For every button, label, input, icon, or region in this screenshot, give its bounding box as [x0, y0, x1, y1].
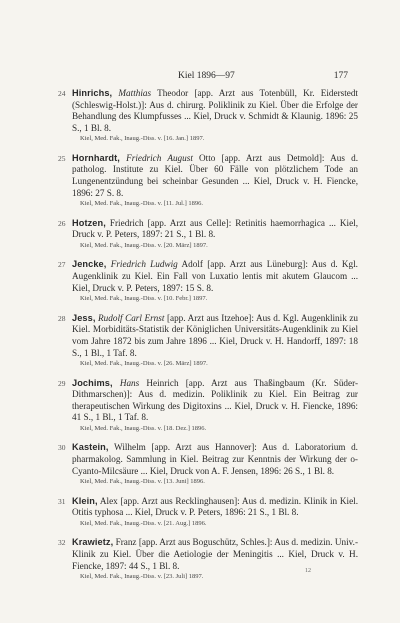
- list-item: [58, 378, 358, 433]
- author-given-name: Rudolf Carl Ernst: [98, 312, 165, 323]
- page-header: [72, 71, 348, 83]
- entry-number: 32: [58, 538, 66, 548]
- entry-text: [72, 259, 358, 294]
- entry-number: 24: [58, 89, 66, 98]
- author-surname: Kastein,: [72, 442, 109, 453]
- entry-text: [72, 88, 358, 134]
- list-item: [58, 442, 358, 486]
- page-number: 177: [333, 71, 348, 81]
- author-given-name: Friedrich August: [126, 152, 193, 163]
- dissertation-note: Kiel, Med. Fak., Inaug.-Diss. v. [10. Febr.] 1897.: [80, 295, 208, 303]
- entry-text: [72, 218, 358, 241]
- author-surname: Jencke,: [72, 259, 107, 270]
- dissertation-note: Kiel, Med. Fak., Inaug.-Diss. v. [16. Jan.] 1897.: [80, 135, 205, 143]
- list-item: [58, 313, 358, 368]
- list-item: [58, 537, 358, 581]
- entry-text: [72, 442, 358, 477]
- entry-description: Wilhelm [app. Arzt aus Hannover]: Aus d. Laboratorium d. pharmakolog. Sammlung in Kiel. Beitrag zur Kenntnis der Wirkung der o-Cyanto-Milcsäure ... Kiel, Druck von A. F. Jensen, 1896: 26 S., 1 Bl. 8.: [72, 442, 358, 476]
- author-surname: Krawietz,: [72, 537, 114, 548]
- entry-number: 28: [58, 313, 66, 323]
- author-given-name: Matthias: [118, 88, 152, 98]
- entry-text: [72, 496, 358, 519]
- entry-number: 29: [58, 378, 66, 388]
- author-surname: Hotzen,: [72, 217, 106, 228]
- entry-description: Adolf [app. Arzt aus Lüneburg]: Aus d. Kgl. Augenklinik zu Kiel. Ein Fall von Luxatio lentis mit akutem Glaucom ... Kiel, Druck v. P. Peters, 1897: 15 S. 8.: [72, 259, 358, 293]
- entry-number: 30: [58, 443, 66, 453]
- dissertation-note: Kiel, Med. Fak., Inaug.-Diss. v. [11. Jul.] 1896.: [80, 200, 204, 208]
- dissertation-note: Kiel, Med. Fak., Inaug.-Diss. v. [26. März] 1897.: [80, 360, 208, 368]
- entry-description: Otto [app. Arzt aus Detmold]: Aus d. patholog. Institute zu Kiel. Über 60 Fälle von plötzlichem Tode an Lungenentzündung bei scheinbar Gesunden ... Kiel, Druck v. H. Fiencke, 1896: 27 S. 8.: [72, 152, 358, 198]
- entry-number: 31: [58, 496, 66, 506]
- entry-text: [72, 537, 358, 572]
- running-title: Kiel 1896—97: [178, 71, 235, 81]
- entry-description: Theodor [app. Arzt aus Totenbüll, Kr. Eiderstedt (Schleswig-Holst.)]: Aus d. chirurg. Poliklinik zu Kiel. Über die Erfolge der Behandlung des Klumpfusses ... Kiel, Druck v. Schmidt & Klaunig. 1896: 25 S., 1 Bl. 8.: [72, 88, 358, 133]
- author-surname: Hornhardt,: [72, 152, 120, 163]
- entry-number: 26: [58, 218, 66, 228]
- list-item: [58, 259, 358, 303]
- entry-text: [72, 378, 358, 424]
- author-surname: Jochims,: [72, 377, 113, 388]
- list-item: [58, 88, 358, 143]
- entry-number: 25: [58, 153, 66, 163]
- entry-text: [72, 313, 358, 359]
- entry-description: Heinrich [app. Arzt aus Thaßingbaum (Kr. Süder-Dithmarschen)]: Aus d. medizin. Poliklinik zu Kiel. Ein Beitrag zur therapeutischen Wirkung des Digitoxins ... Kiel, Druck v. H. Fiencke, 1896: 41 S., 1 Bl., 1 Taf. 8.: [72, 377, 359, 423]
- author-surname: Klein,: [72, 495, 98, 506]
- sheet-signature: 12: [305, 568, 311, 574]
- entry-description: Alex [app. Arzt aus Recklinghausen]: Aus d. medizin. Klinik in Kiel. Otitis typhosa ... Kiel, Druck v. P. Peters, 1896: 21 S., 1 Bl. 8.: [72, 495, 358, 518]
- entry-description: Friedrich [app. Arzt aus Celle]: Retinitis haemorrhagica ... Kiel, Druck v. P. Peters, 1897: 21 S., 1 Bl. 8.: [72, 217, 359, 240]
- author-surname: Hinrichs,: [72, 88, 113, 98]
- list-item: [58, 496, 358, 528]
- author-given-name: Hans: [119, 377, 140, 388]
- entry-description: Franz [app. Arzt aus Boguschütz, Schles.]: Aus d. medizin. Univ.-Klinik zu Kiel. Über die Aetiologie der Meningitis ... Kiel, Druck v. H. Fiencke, 1897: 44 S., 1 Bl. 8.: [72, 537, 359, 571]
- author-surname: Jess,: [72, 312, 96, 323]
- author-given-name: Friedrich Ludwig: [110, 259, 178, 270]
- dissertation-note: Kiel, Med. Fak., Inaug.-Diss. v. [23. Juli] 1897.: [80, 573, 204, 581]
- entry-list: [58, 88, 358, 591]
- dissertation-note: Kiel, Med. Fak., Inaug.-Diss. v. [18. Dez.] 1896.: [80, 424, 207, 432]
- dissertation-note: Kiel, Med. Fak., Inaug.-Diss. v. [21. Aug.] 1896.: [80, 519, 207, 527]
- entry-number: 27: [58, 260, 66, 270]
- list-item: [58, 153, 358, 208]
- dissertation-note: Kiel, Med. Fak., Inaug.-Diss. v. [20. März] 1897.: [80, 241, 208, 249]
- entry-description: [app. Arzt aus Itzehoe]: Aus d. Kgl. Augenklinik zu Kiel. Morbiditäts-Statistik der Königlichen Universitäts-Augenklinik zu Kiel vom Jahre 1872 bis zum Jahre 1896 ... Kiel, Druck v. H. Handorff, 1897: 18 S., 1 Bl., 1 Taf. 8.: [72, 312, 359, 358]
- entry-text: [72, 153, 358, 199]
- dissertation-note: Kiel, Med. Fak., Inaug.-Diss. v. [13. Juni] 1896.: [80, 478, 205, 486]
- list-item: [58, 218, 358, 250]
